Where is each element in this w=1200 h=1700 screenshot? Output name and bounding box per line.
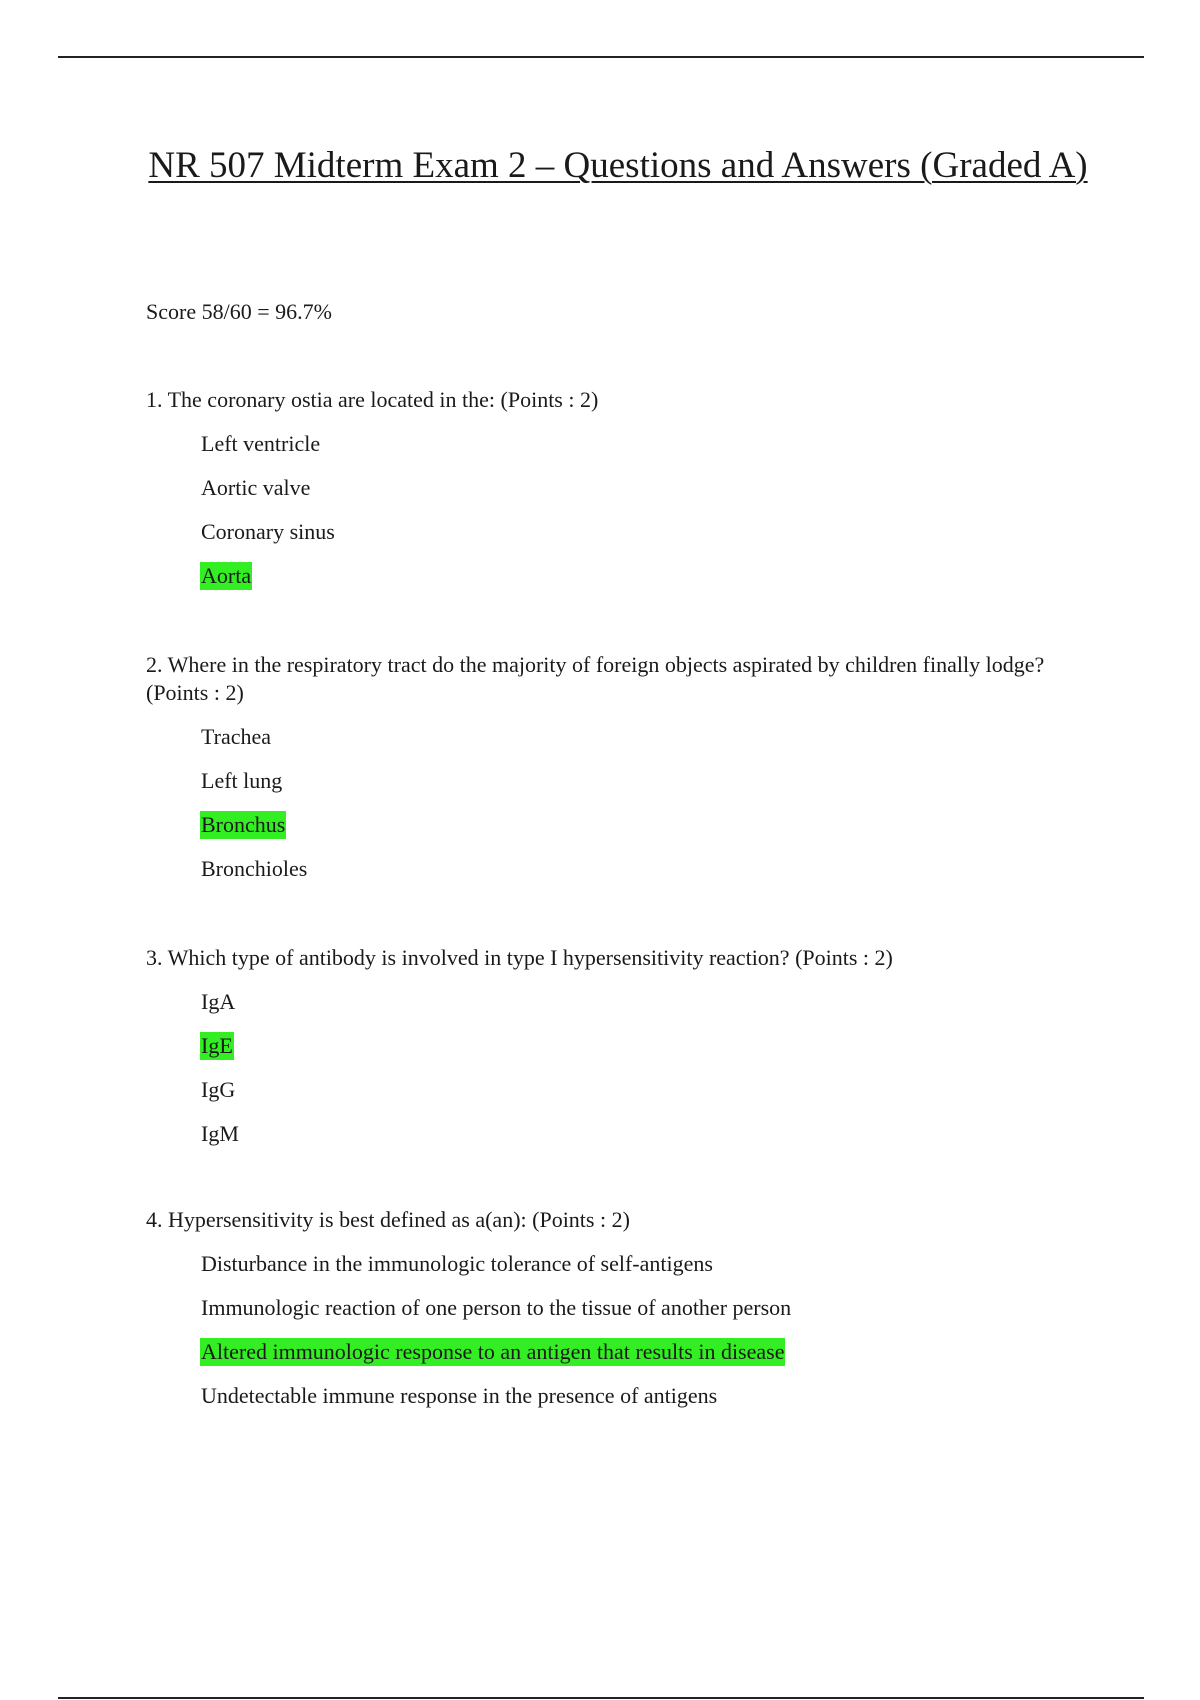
correct-answer-option: IgE <box>201 1033 233 1058</box>
question-text: 4. Hypersensitivity is best defined as a(an): (Points : 2) <box>146 1207 630 1232</box>
answer-option: Left lung <box>201 768 283 793</box>
question-text: 2. Where in the respiratory tract do the majority of foreign objects aspirated by children finally lodge? (Points : 2) <box>146 652 1045 705</box>
page-title: NR 507 Midterm Exam 2 – Questions and Answers (Graded A) <box>148 145 1088 186</box>
correct-answer-option: Aorta <box>201 563 252 588</box>
answer-options <box>146 723 1086 883</box>
answer-option: Disturbance in the immunologic tolerance of self-antigens <box>201 1251 713 1276</box>
question-4 <box>146 1206 1086 1410</box>
question-text: 3. Which type of antibody is involved in type I hypersensitivity reaction? (Points : 2) <box>146 945 893 970</box>
answer-option: Left ventricle <box>201 431 321 456</box>
correct-answer-option: Altered immunologic response to an antigen that results in disease <box>201 1339 785 1364</box>
question-2 <box>146 651 1086 883</box>
score-line: Score 58/60 = 96.7% <box>146 299 332 324</box>
answer-option: Undetectable immune response in the presence of antigens <box>201 1383 718 1408</box>
top-rule <box>58 56 1144 58</box>
answer-option: Aortic valve <box>201 475 311 500</box>
question-3 <box>146 944 1086 1148</box>
answer-option: IgA <box>201 989 236 1014</box>
question-text: 1. The coronary ostia are located in the: (Points : 2) <box>146 387 599 412</box>
answer-option: IgM <box>201 1121 239 1146</box>
bottom-rule <box>58 1697 1144 1699</box>
answer-option: IgG <box>201 1077 236 1102</box>
correct-answer-option: Bronchus <box>201 812 286 837</box>
answer-option: Bronchioles <box>201 856 308 881</box>
answer-option: Trachea <box>201 724 272 749</box>
question-1 <box>146 386 1086 590</box>
answer-option: Immunologic reaction of one person to the tissue of another person <box>201 1295 792 1320</box>
answer-options <box>146 430 1086 590</box>
answer-options <box>146 1250 1086 1410</box>
answer-option: Coronary sinus <box>201 519 335 544</box>
answer-options <box>146 988 1086 1148</box>
